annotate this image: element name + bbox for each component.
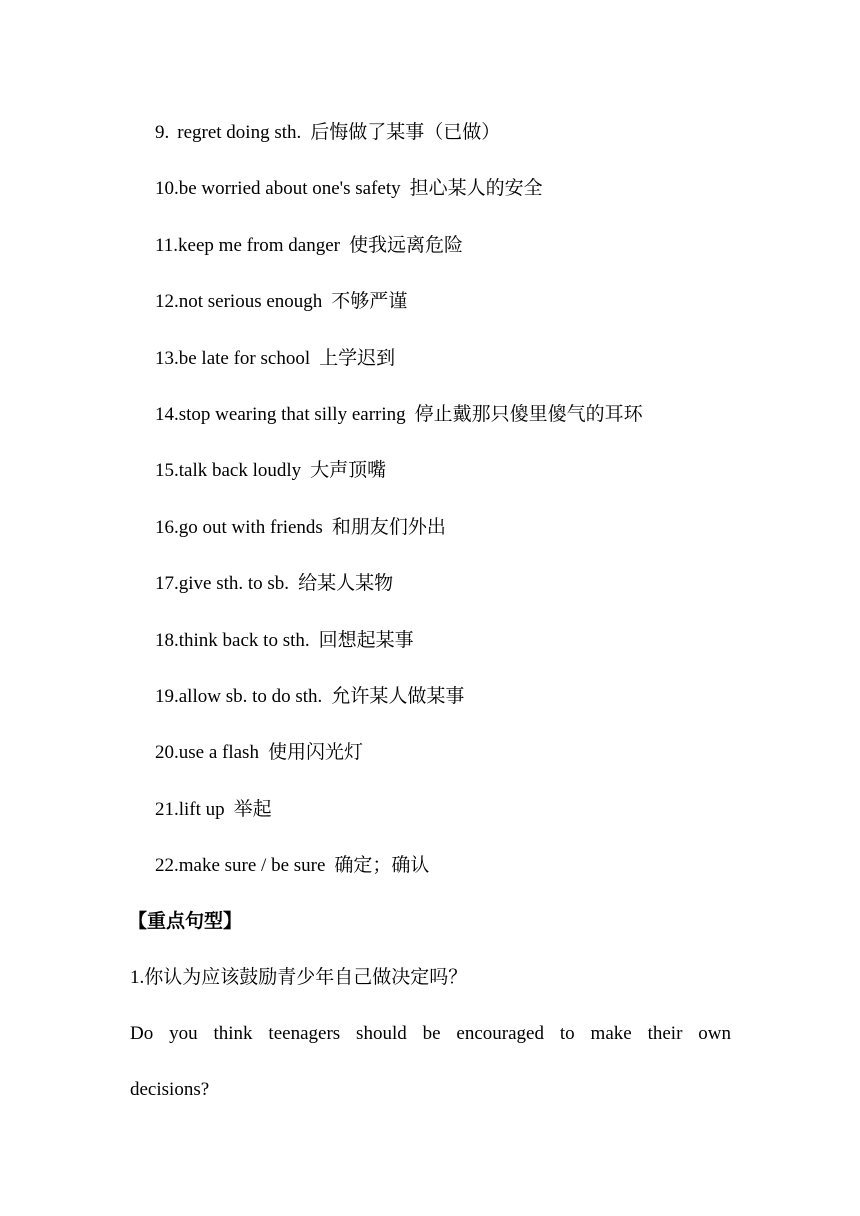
section-heading: 【重点句型】 bbox=[128, 910, 243, 932]
phrase-item-15 bbox=[155, 453, 643, 509]
sentence-english bbox=[130, 1016, 731, 1108]
phrase-chinese: 回想起某事 bbox=[318, 629, 414, 651]
phrase-number: 11. bbox=[155, 234, 179, 256]
phrase-english: go out with friends bbox=[178, 516, 323, 538]
phrase-english: be worried about one's safety bbox=[178, 178, 401, 200]
phrase-english: stop wearing that silly earring bbox=[178, 403, 406, 425]
phrase-chinese: 不够严谨 bbox=[331, 291, 408, 313]
phrase-english: be late for school bbox=[178, 347, 311, 369]
phrase-chinese: 给某人某物 bbox=[298, 573, 394, 595]
phrase-number: 10. bbox=[155, 178, 179, 200]
phrase-item-21 bbox=[155, 792, 643, 848]
phrase-english: lift up bbox=[178, 798, 225, 820]
phrase-number: 20. bbox=[155, 742, 179, 764]
phrase-english: think back to sth. bbox=[178, 629, 310, 651]
sentence-english-line-2: decisions? bbox=[130, 1079, 210, 1100]
phrase-number: 15. bbox=[155, 460, 179, 482]
phrase-item-22 bbox=[155, 848, 643, 904]
phrase-english: give sth. to sb. bbox=[178, 573, 290, 595]
phrase-english: allow sb. to do sth. bbox=[178, 685, 323, 707]
phrase-chinese: 允许某人做某事 bbox=[331, 685, 465, 707]
phrase-english: not serious enough bbox=[178, 291, 323, 313]
phrase-chinese: 后悔做了某事（已做） bbox=[310, 122, 501, 143]
phrase-chinese: 停止戴那只傻里傻气的耳环 bbox=[414, 403, 643, 425]
sentence-english-line-1: Do you think teenagers should be encouraged to make their own bbox=[130, 1023, 731, 1044]
phrase-chinese: 确定；确认 bbox=[334, 855, 430, 877]
phrase-item-17 bbox=[155, 566, 643, 622]
phrase-number: 21. bbox=[155, 798, 179, 820]
phrase-number: 22. bbox=[155, 855, 179, 877]
phrase-chinese: 大声顶嘴 bbox=[310, 460, 387, 482]
phrase-item-16 bbox=[155, 510, 643, 566]
phrase-english: keep me from danger bbox=[178, 234, 341, 256]
phrase-english: use a flash bbox=[178, 742, 259, 764]
phrase-list bbox=[155, 115, 643, 904]
phrase-chinese: 使我远离危险 bbox=[349, 234, 464, 256]
phrase-chinese: 和朋友们外出 bbox=[331, 516, 446, 538]
phrase-number: 14. bbox=[155, 403, 179, 425]
sentence-chinese: 1.你认为应该鼓励青少年自己做决定吗？ bbox=[130, 967, 468, 988]
phrase-item-9 bbox=[155, 115, 643, 171]
phrase-item-20 bbox=[155, 735, 643, 791]
phrase-item-10 bbox=[155, 171, 643, 227]
phrase-english: make sure / be sure bbox=[178, 855, 326, 877]
phrase-number: 13. bbox=[155, 347, 179, 369]
phrase-english: regret doing sth. bbox=[177, 122, 302, 143]
phrase-item-13 bbox=[155, 341, 643, 397]
phrase-number: 19. bbox=[155, 685, 179, 707]
phrase-item-19 bbox=[155, 679, 643, 735]
phrase-number: 12. bbox=[155, 291, 179, 313]
phrase-number: 16. bbox=[155, 516, 179, 538]
key-sentence-1 bbox=[130, 960, 731, 1108]
phrase-item-12 bbox=[155, 284, 643, 340]
phrase-english: talk back loudly bbox=[178, 460, 302, 482]
phrase-chinese: 举起 bbox=[233, 798, 272, 820]
phrase-chinese: 上学迟到 bbox=[319, 347, 396, 369]
phrase-number: 18. bbox=[155, 629, 179, 651]
phrase-number: 9. bbox=[155, 122, 170, 143]
phrase-item-18 bbox=[155, 623, 643, 679]
phrase-chinese: 使用闪光灯 bbox=[267, 742, 363, 764]
phrase-chinese: 担心某人的安全 bbox=[409, 178, 543, 200]
phrase-number: 17. bbox=[155, 573, 179, 595]
phrase-item-14 bbox=[155, 397, 643, 453]
phrase-item-11 bbox=[155, 228, 643, 284]
